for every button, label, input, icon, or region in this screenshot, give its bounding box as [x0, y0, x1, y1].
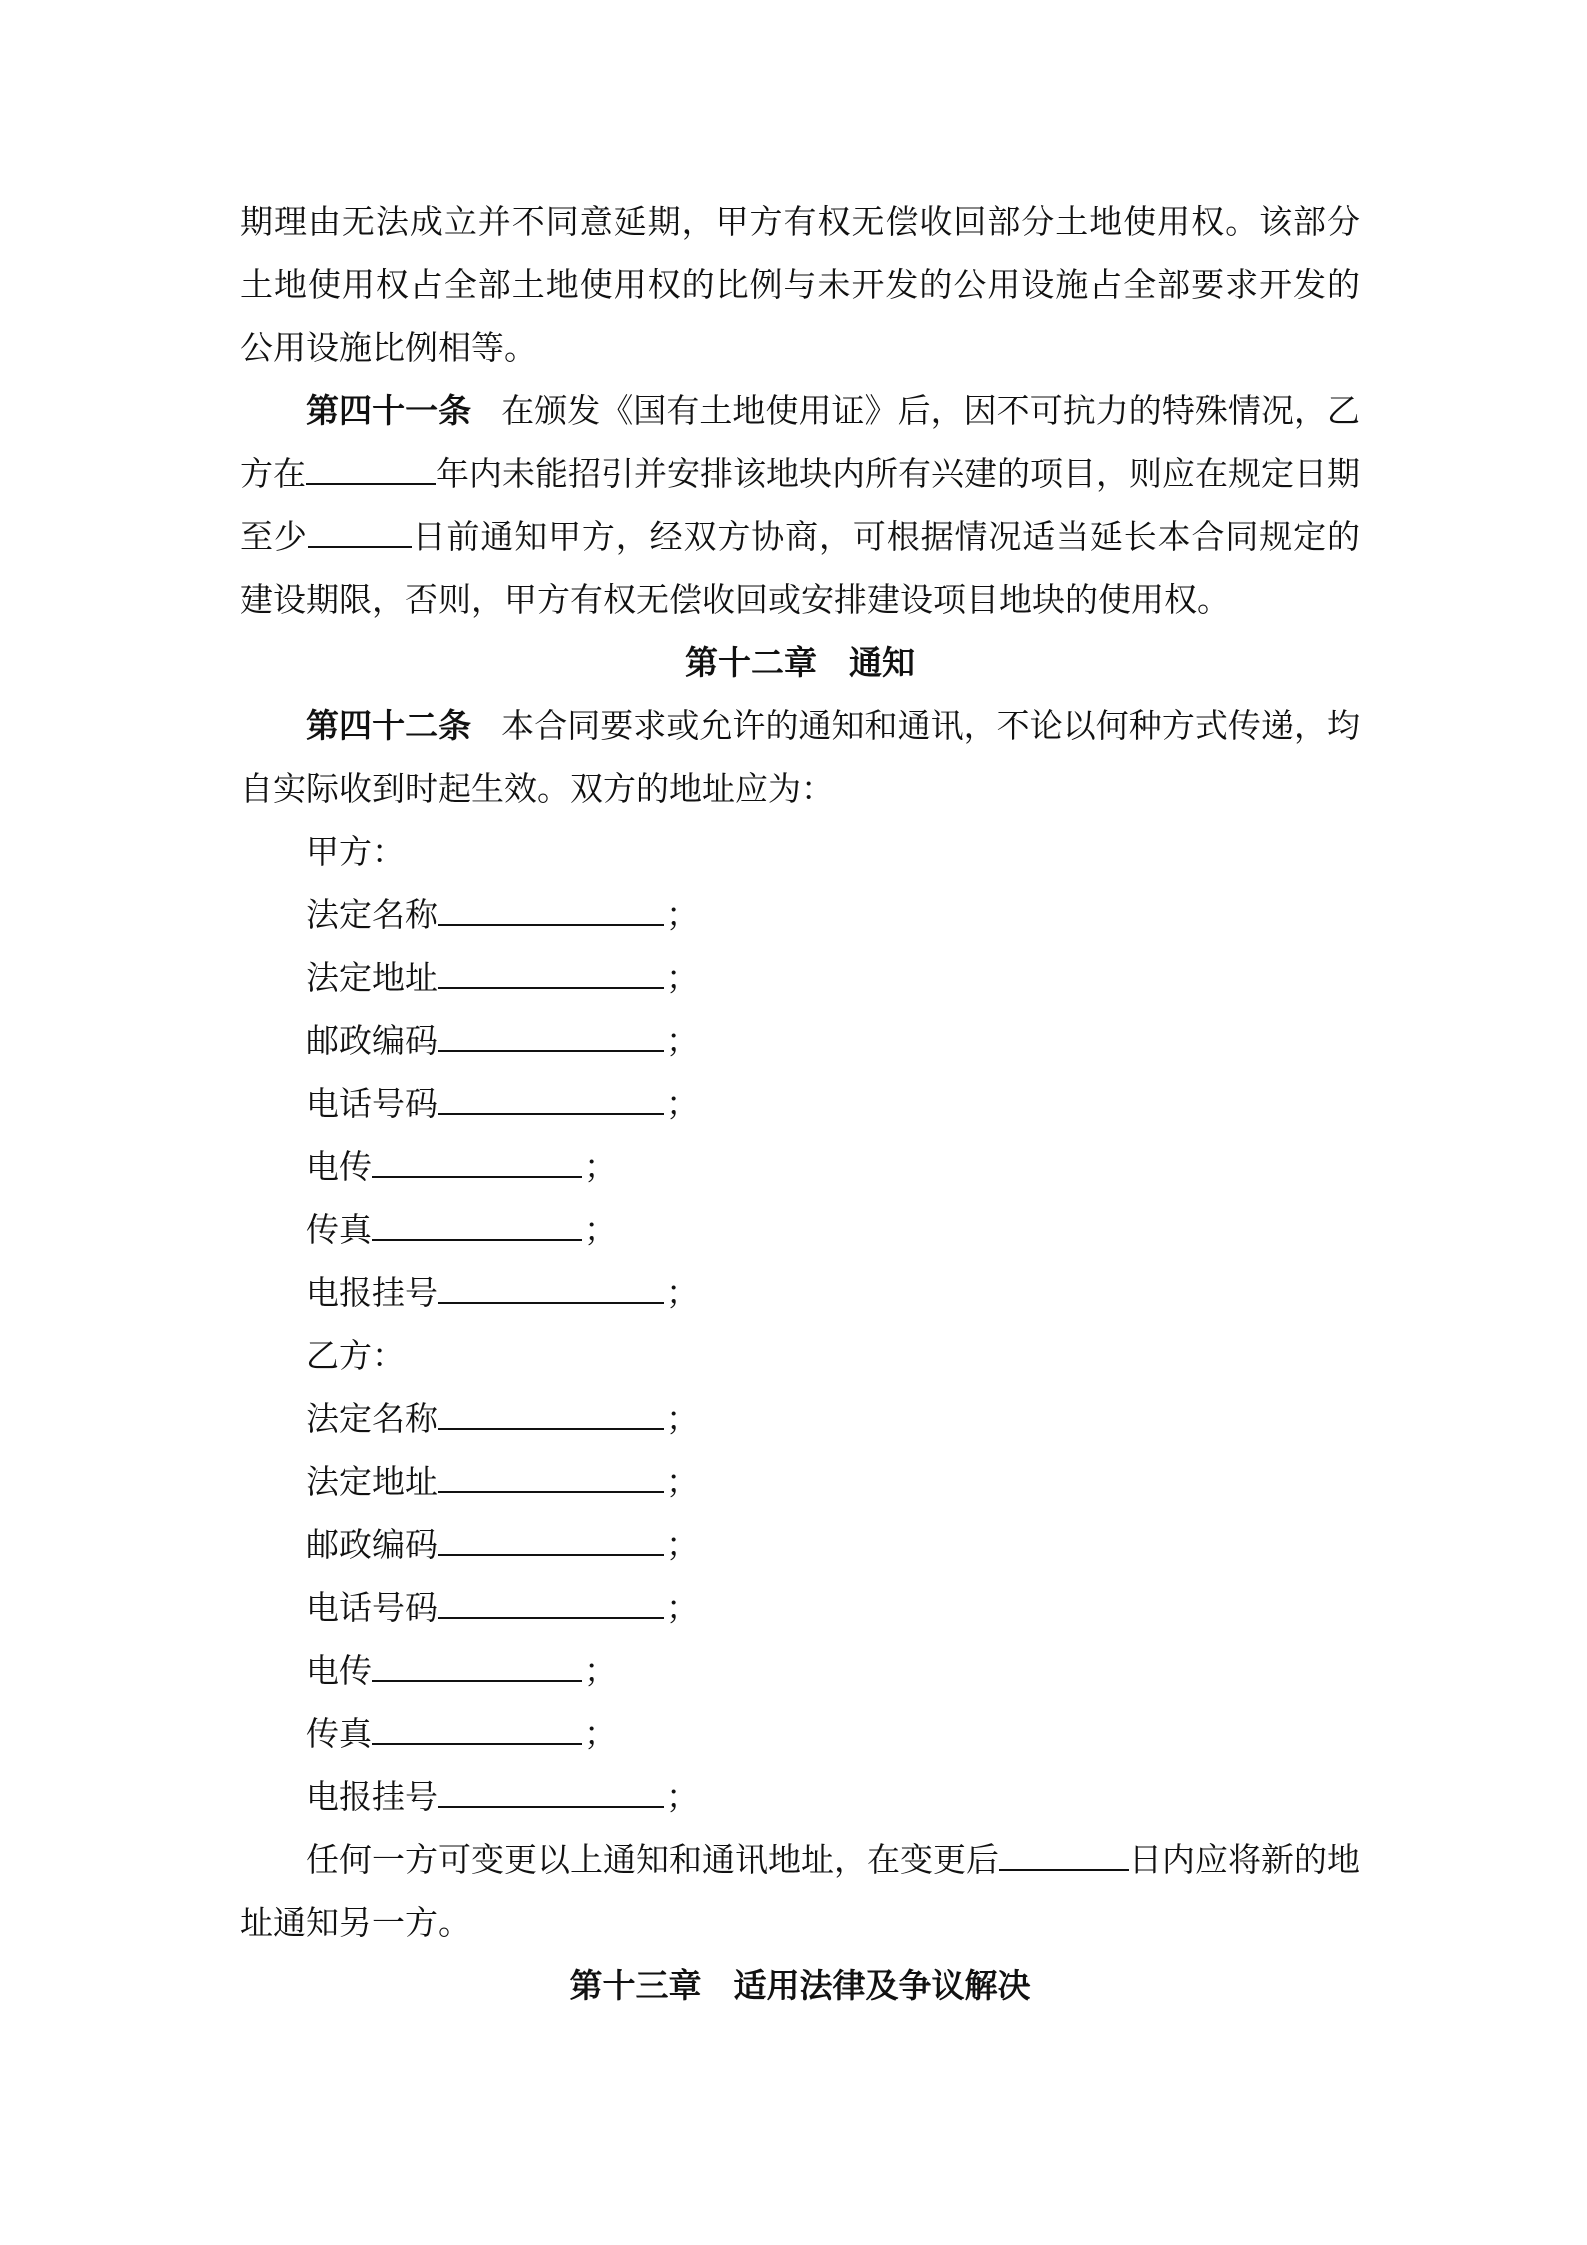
field-label: 电传: [306, 1147, 372, 1186]
chapter-13-heading: [240, 1954, 1360, 2017]
field-label: 电报挂号: [306, 1273, 438, 1312]
paragraph-continuation: 期理由无法成立并不同意延期，甲方有权无偿收回部分土地使用权。该部分土地使用权占全部土地使用权的比例与未开发的公用设施占全部要求开发的公用设施比例相等。: [240, 202, 1360, 367]
party-b-legal-address-row: [240, 1450, 1360, 1513]
party-a-legal-address-blank: [438, 957, 664, 989]
party-a-telex-row: [240, 1135, 1360, 1198]
party-a-label: 甲方：: [306, 832, 405, 871]
party-b-label: 乙方：: [306, 1336, 405, 1375]
chapter-12-heading: [240, 631, 1360, 694]
article-41-label: 第四十一条: [306, 391, 472, 430]
party-b-phone-row: [240, 1576, 1360, 1639]
article-42-text: 本合同要求或允许的通知和通讯，不论以何种方式传递，均自实际收到时起生效。双方的地址应为：: [240, 706, 1361, 808]
party-a-fax-blank: [372, 1209, 582, 1241]
chapter-12-number: 第十二章: [685, 643, 817, 682]
party-b-postal-code-blank: [438, 1524, 664, 1556]
party-b-cable-row: [240, 1765, 1360, 1828]
party-a-cable-blank: [438, 1272, 664, 1304]
change-text-2: 日内应将新的地址通知另一方。: [240, 1840, 1360, 1942]
party-a-postal-code-blank: [438, 1020, 664, 1052]
blank-days-start: [308, 516, 318, 548]
party-a-telex-blank: [372, 1146, 582, 1178]
article-41-text-3: 日前通知甲方，经双方协商，可根据情况适当延长本合同规定的建设期限，否则，甲方有权无偿收回或安排建设项目地块的使用权。: [240, 517, 1361, 619]
party-a-legal-address-row: [240, 946, 1360, 1009]
party-b-legal-address-blank: [438, 1461, 664, 1493]
semicolon: ；: [666, 895, 699, 934]
semicolon: ；: [666, 1399, 699, 1438]
change-address-paragraph: [240, 1828, 1360, 1954]
party-a-cable-row: [240, 1261, 1360, 1324]
party-a-legal-name-blank: [438, 894, 664, 926]
party-b-postal-code-row: [240, 1513, 1360, 1576]
article-42: [240, 694, 1360, 820]
party-b-cable-blank: [438, 1776, 664, 1808]
party-a-phone-row: [240, 1072, 1360, 1135]
party-b-fax-row: [240, 1702, 1360, 1765]
party-a-phone-blank: [438, 1083, 664, 1115]
party-b-legal-name-blank: [438, 1398, 664, 1430]
field-label: 法定地址: [306, 958, 438, 997]
party-a-postal-code-row: [240, 1009, 1360, 1072]
field-label: 法定名称: [306, 1399, 438, 1438]
article-41-text-2: 年内未能招引并安排该地块内所有兴建的项目，则应在规定日期至少: [240, 454, 1360, 556]
semicolon: ；: [666, 1084, 699, 1123]
semicolon: ；: [584, 1714, 617, 1753]
chapter-13-number: 第十三章: [569, 1966, 702, 2005]
semicolon: ；: [584, 1147, 617, 1186]
blank-days: [318, 516, 412, 548]
semicolon: ；: [666, 1588, 699, 1627]
semicolon: ；: [666, 1777, 699, 1816]
document-page: [240, 190, 1360, 2017]
semicolon: ；: [666, 1273, 699, 1312]
article-42-label: 第四十二条: [306, 706, 472, 745]
party-b-legal-name-row: [240, 1387, 1360, 1450]
field-label: 电传: [306, 1651, 372, 1690]
party-a-fax-row: [240, 1198, 1360, 1261]
article-41-text-1: 在颁发《国有土地使用证》后，因不可抗力的特殊情况，乙方在: [240, 391, 1361, 493]
field-label: 邮政编码: [306, 1525, 438, 1564]
party-a-legal-name-row: [240, 883, 1360, 946]
semicolon: ；: [666, 1525, 699, 1564]
semicolon: ；: [584, 1210, 617, 1249]
blank-years: [306, 453, 436, 485]
party-b-phone-blank: [438, 1587, 664, 1619]
semicolon: ；: [666, 958, 699, 997]
field-label: 电话号码: [306, 1084, 438, 1123]
article-41: [240, 379, 1360, 631]
field-label: 电话号码: [306, 1588, 438, 1627]
field-label: 邮政编码: [306, 1021, 438, 1060]
field-label: 传真: [306, 1210, 372, 1249]
party-b-fax-blank: [372, 1713, 582, 1745]
field-label: 法定名称: [306, 895, 438, 934]
blank-change-days: [999, 1839, 1129, 1871]
field-label: 电报挂号: [306, 1777, 438, 1816]
party-b-telex-blank: [372, 1650, 582, 1682]
chapter-13-title: 适用法律及争议解决: [733, 1966, 1031, 2005]
field-label: 传真: [306, 1714, 372, 1753]
chapter-12-title: 通知: [849, 643, 915, 682]
field-label: 法定地址: [306, 1462, 438, 1501]
semicolon: ；: [666, 1021, 699, 1060]
change-text-1: 任何一方可变更以上通知和通讯地址，在变更后: [306, 1840, 999, 1879]
party-b-telex-row: [240, 1639, 1360, 1702]
semicolon: ；: [584, 1651, 617, 1690]
semicolon: ；: [666, 1462, 699, 1501]
